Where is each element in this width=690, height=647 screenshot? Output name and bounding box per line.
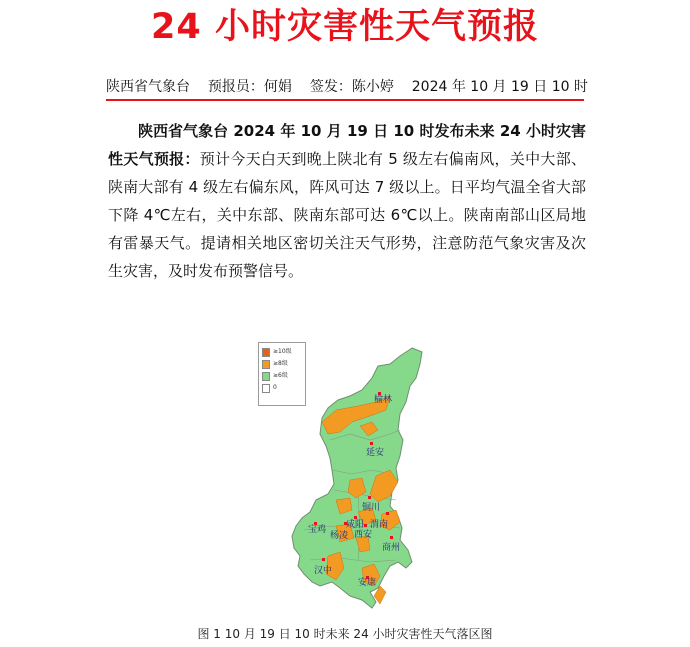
city-label-xian: 西安 (354, 530, 373, 540)
city-label-xianyang: 咸阳 (346, 520, 365, 530)
legend-swatch (262, 360, 270, 369)
province-outline (292, 348, 422, 608)
legend-row (262, 370, 303, 382)
legend-swatch (262, 348, 270, 357)
report-title: 24 小时灾害性天气预报 (151, 7, 539, 47)
legend-swatch (262, 372, 270, 381)
city-label-yulin: 榆林 (374, 395, 393, 405)
legend-label: 0 (273, 384, 277, 391)
forecast-lead: 陕西省气象台 2024 年 10 月 19 日 10 时发布未来 24 小时灾害性天气预报： (108, 122, 586, 168)
signer-label: 签发：陈小婷 (309, 79, 394, 95)
forecast-body (108, 117, 586, 285)
forecast-paragraph (108, 117, 586, 285)
city-label-tongchuan: 铜川 (362, 503, 381, 513)
city-label-yangling: 杨凌 (330, 531, 349, 541)
datetime-label: 2024 年 10 月 19 日 10 时 (411, 79, 588, 95)
agency-label: 陕西省气象台 (106, 79, 190, 95)
figure-caption: 图 1 10 月 19 日 10 时未来 24 小时灾害性天气落区图 (197, 627, 493, 641)
legend-row (262, 358, 303, 370)
legend-label: ≥8级 (273, 360, 288, 367)
map-legend (258, 342, 306, 406)
city-label-shangzhou: 商州 (382, 543, 401, 553)
forecast-text: 预计今天白天到晚上陕北有 5 级左右偏南风，关中大部、陕南大部有 4 级左右偏东风，阵风可达 7 级以上。日平均气温全省大部下降 4℃左右，关中东部、陕南东部可达 6℃以上。陕南南部山区局地有雷暴天气。提请相关地区密切关注天气形势，注意防范气象灾害及次生灾害，及时发布预警信号。 (108, 150, 586, 280)
header-rule (106, 99, 584, 101)
city-label-hanzhong: 汉中 (314, 566, 333, 576)
legend-swatch (262, 384, 270, 393)
legend-label: ≥6级 (273, 372, 288, 379)
city-label-yanan: 延安 (366, 448, 385, 458)
report-meta (106, 78, 588, 96)
legend-row (262, 382, 303, 394)
city-label-weinan: 渭南 (370, 520, 389, 530)
legend-label: ≥10级 (273, 348, 292, 355)
legend-row (262, 346, 303, 358)
forecaster-label: 预报员：何娟 (207, 79, 292, 95)
city-label-ankang: 安康 (358, 578, 377, 588)
city-label-baoji: 宝鸡 (308, 525, 327, 535)
